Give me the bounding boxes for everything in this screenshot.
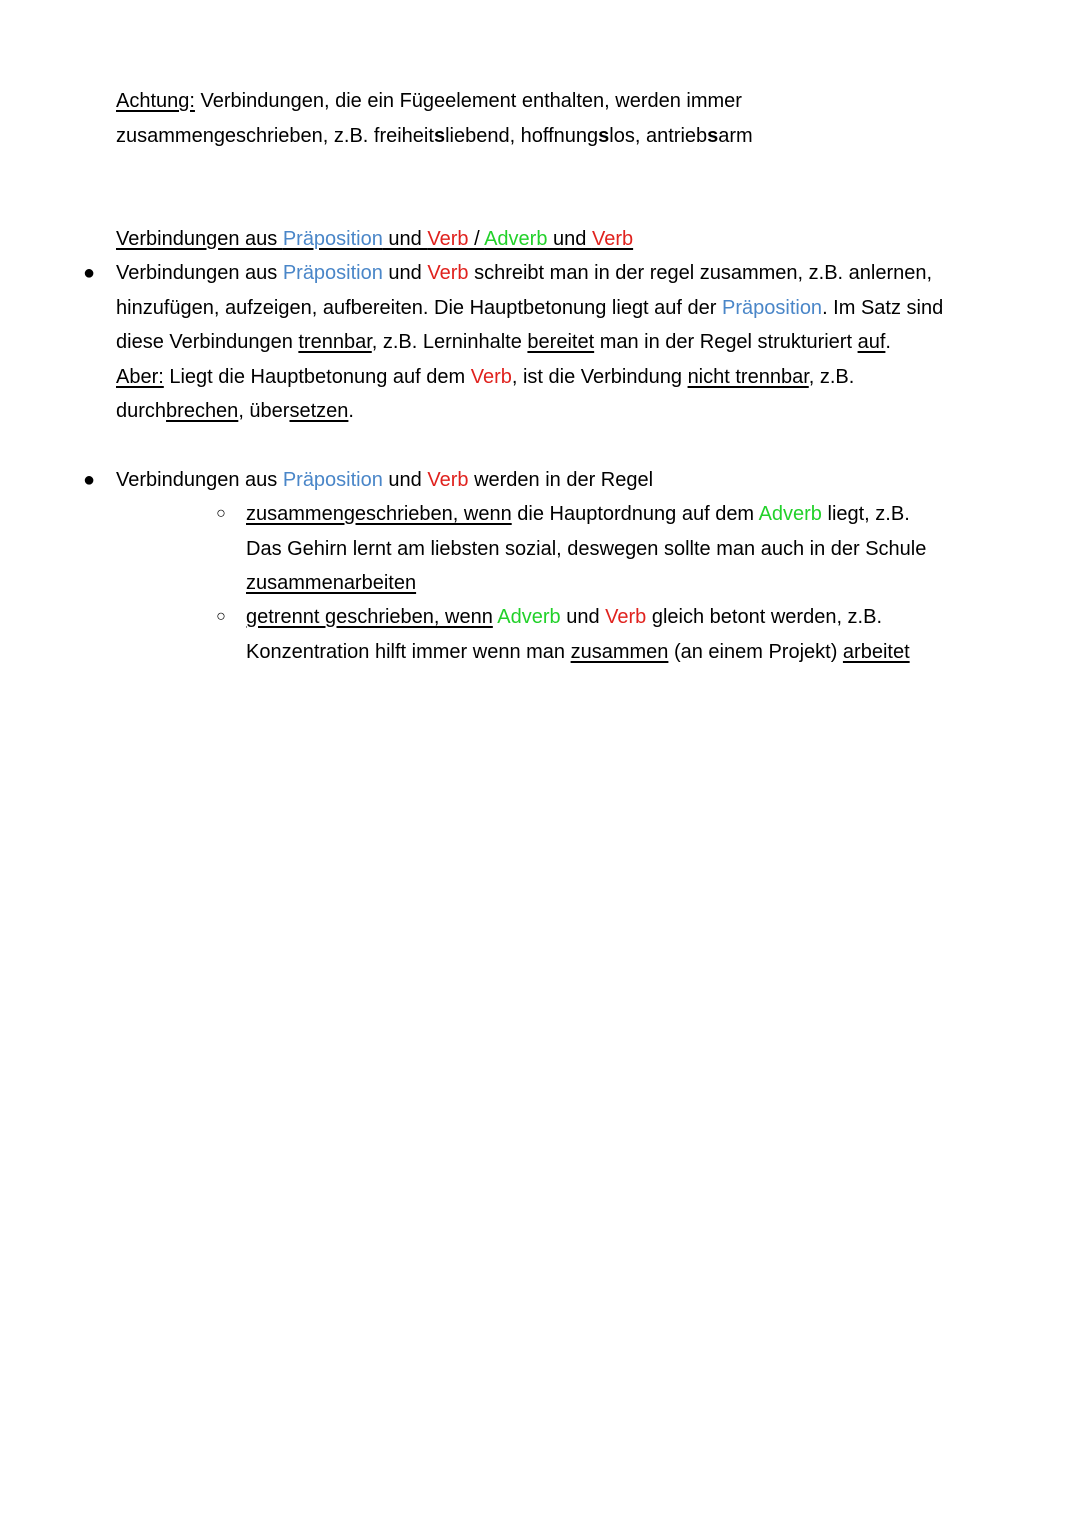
bullet-text: , z.B. Lerninhalte [371,331,528,353]
note-text: Verbindungen, die ein Fügeelement enthalten, werden immer zusammengeschrieben, z.B. freiheit [116,90,742,147]
sub-lead: getrennt geschrieben, wenn [246,606,493,628]
sub-text: (an einem Projekt) [668,640,843,663]
word-praeposition: Präposition [282,228,383,250]
underlined-word: brechen [166,400,239,422]
bullet-text: Verbindungen aus [116,469,283,491]
aber-label: Aber: [116,365,164,388]
word-praeposition: Präposition [722,296,823,319]
bullet-text: , ist die Verbindung [511,365,688,388]
heading-text: / [468,228,485,250]
bullet-text: . [348,400,354,422]
word-verb: Verb [427,262,469,284]
bullet-item-1 [82,256,956,429]
underlined-word: bereitet [527,331,595,353]
underlined-word: zusammen [570,640,669,663]
section-heading [116,222,956,257]
word-verb: Verb [591,228,634,250]
fuge-element: s [598,124,610,147]
bullet-text: . [885,331,891,353]
word-praeposition: Präposition [282,469,383,491]
underlined-word: trennbar [298,331,372,353]
bullet-text: man in der Regel strukturiert [594,331,858,353]
bullet-text: schreibt man in der regel zusammen, z.B. anlernen, hinzufügen, aufzeigen, aufbereiten. Die Hauptbetonung liegt auf der [116,262,933,319]
word-adverb: Adverb [484,228,548,250]
underlined-word: zusammenarbeiten [246,572,417,594]
sub-item-2 [216,600,946,669]
note-text: liebend, hoffnung [445,124,599,147]
sub-text: gleich betont werden, z.B. Konzentration hilft immer wenn man [246,606,883,663]
note-label: Achtung: [116,90,195,112]
bullet-item-2 [82,463,956,498]
sub-text: liegt, z.B. Das Gehirn lernt am liebsten sozial, deswegen sollte man auch in der Schule [246,503,927,560]
circle-bullet-icon: ○ [216,505,226,522]
word-verb: Verb [427,228,469,250]
sub-item-1 [216,497,946,601]
bullet-text: und [382,469,428,491]
word-verb: Verb [605,606,647,628]
underlined-word: setzen [289,400,349,422]
fuge-element: s [433,124,446,147]
bullet-dot-icon: ● [82,469,96,491]
bullet-text: , über [238,400,290,422]
underlined-word: auf [857,331,886,353]
bullet-text: Liegt die Hauptbetonung auf dem [163,365,471,388]
underlined-word: arbeitet [842,640,910,663]
sub-text: und [560,606,606,628]
heading-text: und [547,228,592,250]
note-text: arm [718,124,753,147]
heading-text: und [382,228,428,250]
bullet-text: werden in der Regel [468,469,654,491]
word-praeposition: Präposition [282,262,383,284]
bullet-text: und [382,262,428,284]
bullet-text: . Im Satz sind diese Verbindungen [116,296,944,353]
underlined-word: nicht trennbar [687,365,809,388]
fuge-element: s [707,124,719,147]
sub-lead: zusammengeschrieben, wenn [246,503,512,525]
heading-text: Verbindungen aus [116,228,283,250]
bullet-text: , z.B. durch [116,365,855,422]
sub-text: die Hauptordnung auf dem [511,503,759,525]
word-adverb: Adverb [758,503,822,525]
achtung-note [116,84,956,153]
word-adverb: Adverb [497,606,561,628]
word-verb: Verb [470,365,512,388]
word-verb: Verb [427,469,469,491]
bullet-dot-icon: ● [82,262,96,284]
note-text: los, antrieb [609,124,708,147]
circle-bullet-icon: ○ [216,608,226,625]
bullet-text: Verbindungen aus [116,262,283,284]
